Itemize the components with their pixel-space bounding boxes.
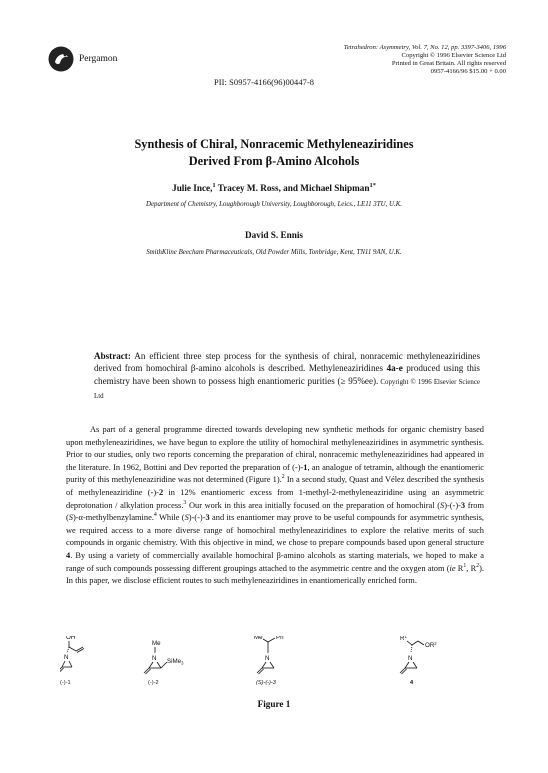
atom-label: N (152, 655, 157, 662)
atom-label: N (408, 655, 413, 662)
citation-ref: 4 (153, 512, 157, 519)
bond (270, 662, 274, 668)
body-text: As part of a general programme directed towards developing new synthetic methods for organic chemistry based upon methyleneaziridines, we have begun to explore the utility of homochiral methyleneaziridines in asymmetric synthesis. Prior to our studies, only two reports concerning the preparation of chiral, nonracemic methyleneaziridines had appeared in the literature. In 1962, Bottini and Dev reported the preparation of (-)- (66, 425, 484, 472)
journal-citation: Tetrahedron: Asymmetry, Vol. 7, No. 12, pp. 3397-3406, 1996 (343, 44, 506, 51)
journal-copyright: Copyright © 1996 Elsevier Science Ltd (401, 52, 506, 59)
compound-label: 4 (410, 680, 414, 686)
body-text: In a second study, Quast and Vélez described the synthesis of methyleneaziridine (-)- (66, 475, 484, 497)
bond (402, 669, 407, 674)
bond (146, 669, 151, 674)
body-text-italic: ie (449, 563, 456, 573)
bond (157, 662, 161, 668)
substituent-index: 2 (476, 562, 480, 569)
bond (62, 661, 65, 667)
compound-ref: 4a-e (386, 363, 403, 374)
body-text: )-(-)- (444, 500, 461, 510)
compound-ref: 3 (460, 500, 466, 510)
atom-label: N (265, 655, 270, 662)
atom-label: OH (66, 636, 76, 641)
bond (76, 647, 83, 651)
body-text: and its enantiomer may prove to be useful compounds for asymmetric synthesis, we required access to a more diverse range of homochiral methyleneaziridines to explore the relative merits of such compounds in organic chemistry. With this objective in mind, we chose to prepare compounds based upon general structure (66, 513, 484, 548)
body-text: from ( (66, 500, 485, 523)
journal-printed: Printed in Great Britain. All rights reserved (391, 60, 506, 67)
body-text: )-α-methylbenzylamine. (72, 513, 154, 523)
affiliation-1: Department of Chemistry, Loughborough University, Loughborough, Leics., LE11 3TU, U.K. (145, 201, 403, 208)
abstract-copyright: Copyright © 1996 Elsevier Science Ltd (94, 378, 480, 401)
pergamon-logo-icon (48, 46, 74, 72)
bond (413, 662, 417, 668)
figure-1-structures (60, 636, 500, 688)
structure-4 (400, 636, 437, 686)
bond (69, 661, 72, 667)
body-paragraph (66, 424, 484, 588)
bond (257, 668, 262, 673)
pii: PII: S0957-4166(96)00447-8 (214, 78, 315, 87)
compound-label: (S)-(-)-3 (256, 680, 276, 686)
author-secondary: David S. Ennis (245, 230, 303, 240)
bond (263, 639, 268, 642)
figure-caption: Figure 1 (257, 699, 291, 709)
abstract-label: Abstract: (94, 351, 131, 361)
atom-label: Ph (276, 636, 284, 641)
body-text: in 12% enantiomeric excess from 1-methyl-2-methyleneaziridine using an asymmetric deprotonation / alkylation process. (66, 487, 485, 510)
bond (77, 649, 84, 653)
body-text: , R (466, 563, 477, 573)
structure-1 (60, 636, 84, 686)
compound-ref: 1 (303, 462, 308, 472)
bond (400, 668, 405, 673)
stereo-descriptor: S (68, 513, 73, 523)
bond (268, 638, 275, 642)
compound-label: (-)-1 (60, 680, 71, 686)
bond (262, 662, 266, 668)
body-text: R (455, 563, 464, 573)
bond (149, 662, 153, 668)
citation-ref: 2 (281, 474, 285, 481)
title-line-1: Synthesis of Chiral, Nonracemic Methyleneaziridines (134, 137, 414, 151)
bond (407, 641, 412, 645)
atom-label: $R^1$ (400, 636, 407, 642)
body-text: While ( (156, 513, 185, 523)
bond (405, 662, 409, 668)
structure-3 (254, 636, 284, 686)
substituent-index: 1 (463, 562, 467, 569)
affiliation-2: SmithKline Beecham Pharmaceuticals, Old Powder Mills, Tonbridge, Kent, TN11 9AN, U.K. (146, 249, 402, 256)
atom-label: $OR^2$ (425, 641, 437, 649)
stereo-descriptor: S (440, 500, 445, 510)
bond (259, 669, 264, 674)
abstract (94, 350, 480, 404)
compound-ref: 4 (66, 550, 71, 560)
compound-ref: 2 (158, 487, 164, 497)
publisher-name: Pergamon (79, 54, 118, 64)
author-name: Julie Ince, (172, 183, 213, 193)
author-affil-mark: 1 (212, 181, 216, 189)
author-names: Tracey M. Ross, and Michael Shipman (215, 183, 370, 193)
body-text: )-(-)- (188, 513, 206, 523)
bond (67, 647, 69, 653)
body-text: ). In this paper, we disclose efficient routes to such methyleneaziridines in enantiomerically enriched form. (66, 563, 484, 586)
compound-label: (-)-2 (148, 680, 159, 686)
abstract-text: produced using this chemistry have been shown to possess high enantiomeric purities (≥ 95%ee). (94, 363, 480, 386)
abstract-text: An efficient three step process for the synthesis of chiral, nonracemic methyleneaziridines derived from homochiral β-amino alcohols is described. Methyleneaziridines (94, 351, 480, 374)
bond (418, 641, 424, 645)
paper-title (0, 136, 548, 170)
bond (412, 641, 418, 645)
atom-label: Me (254, 636, 263, 641)
stereo-descriptor: S (184, 513, 189, 523)
atom-label: N (64, 654, 69, 661)
bond (411, 645, 412, 653)
body-text: , an analogue of tetramin, although the enantiomeric purity of this methyleneaziridine was not determined (Figure 1). (66, 462, 484, 485)
atom-label: Me (152, 640, 161, 647)
title-line-2: Derived From β-Amino Alcohols (188, 154, 360, 168)
compound-ref: 3 (205, 513, 210, 523)
body-text: . By using a variety of commercially available homochiral β-amino alcohols as starting materials, we hoped to make a range of such compounds possessing different groupings attached to the asymmetric centre and the oxygen atom ( (66, 550, 484, 573)
author-affil-mark: 1* (369, 181, 376, 189)
body-text: Our work in this area initially focused on the preparation of homochiral ( (186, 500, 440, 510)
journal-info (206, 44, 506, 76)
citation-ref: 3 (183, 499, 187, 506)
journal-price: 0957-4166/96 $15.00 + 0.00 (430, 68, 506, 75)
authors-primary (0, 183, 548, 193)
atom-label: SiMe$_3$ (167, 658, 184, 666)
bond (144, 668, 149, 673)
bond (69, 647, 76, 651)
structure-2 (144, 640, 184, 686)
